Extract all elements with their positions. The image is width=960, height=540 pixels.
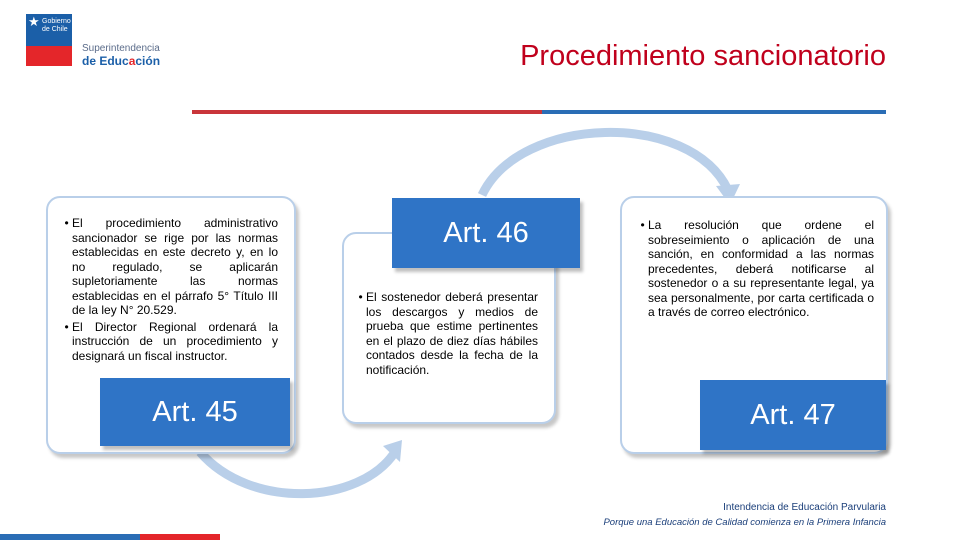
list-item: • El Director Regional ordenará la instrucción de un procedimiento y designará un fiscal instructor. xyxy=(72,320,278,364)
footer-institution: Intendencia de Educación Parvularia xyxy=(723,502,886,513)
card-art45-text xyxy=(60,216,278,365)
star-icon: ★ xyxy=(28,14,40,29)
agency-line2: de Educación xyxy=(82,54,161,68)
arrow-curved-icon xyxy=(482,132,728,195)
list-item: • El procedimiento administrativo sancionador se rige por las normas establecidas en este decreto y, en lo no regulado, se aplicarán supletoriamente las normas establecidas en el párrafo 5° Título III de la ley N° 20.529. xyxy=(72,216,278,318)
art-46-label: Art. 46 xyxy=(392,198,580,268)
agency-line1: Superintendencia xyxy=(82,43,160,54)
card-art47-text xyxy=(636,218,874,322)
logo-text: Gobierno de Chile xyxy=(42,18,71,33)
art-45-label: Art. 45 xyxy=(100,378,290,446)
list-item: • El sostenedor deberá presentar los descargos y medios de prueba que estime pertinentes en el plazo de diez días hábiles contados desde la fecha de la notificación. xyxy=(366,290,538,377)
footer-stripes xyxy=(0,534,960,540)
page-title: Procedimiento sancionatorio xyxy=(520,40,886,72)
arrow-curved-icon xyxy=(200,452,395,494)
list-item: • La resolución que ordene el sobreseimiento o aplicación de una sanción, en conformidad a las normas precedentes, deberá notificarse al sostenedor o a su representante legal, ya sea personalmente, por carta certificada o a través de correo electrónico. xyxy=(648,218,874,320)
footer-slogan: Porque una Educación de Calidad comienza en la Primera Infancia xyxy=(603,517,886,528)
art-47-label: Art. 47 xyxy=(700,380,886,450)
card-art46-text xyxy=(354,290,538,379)
